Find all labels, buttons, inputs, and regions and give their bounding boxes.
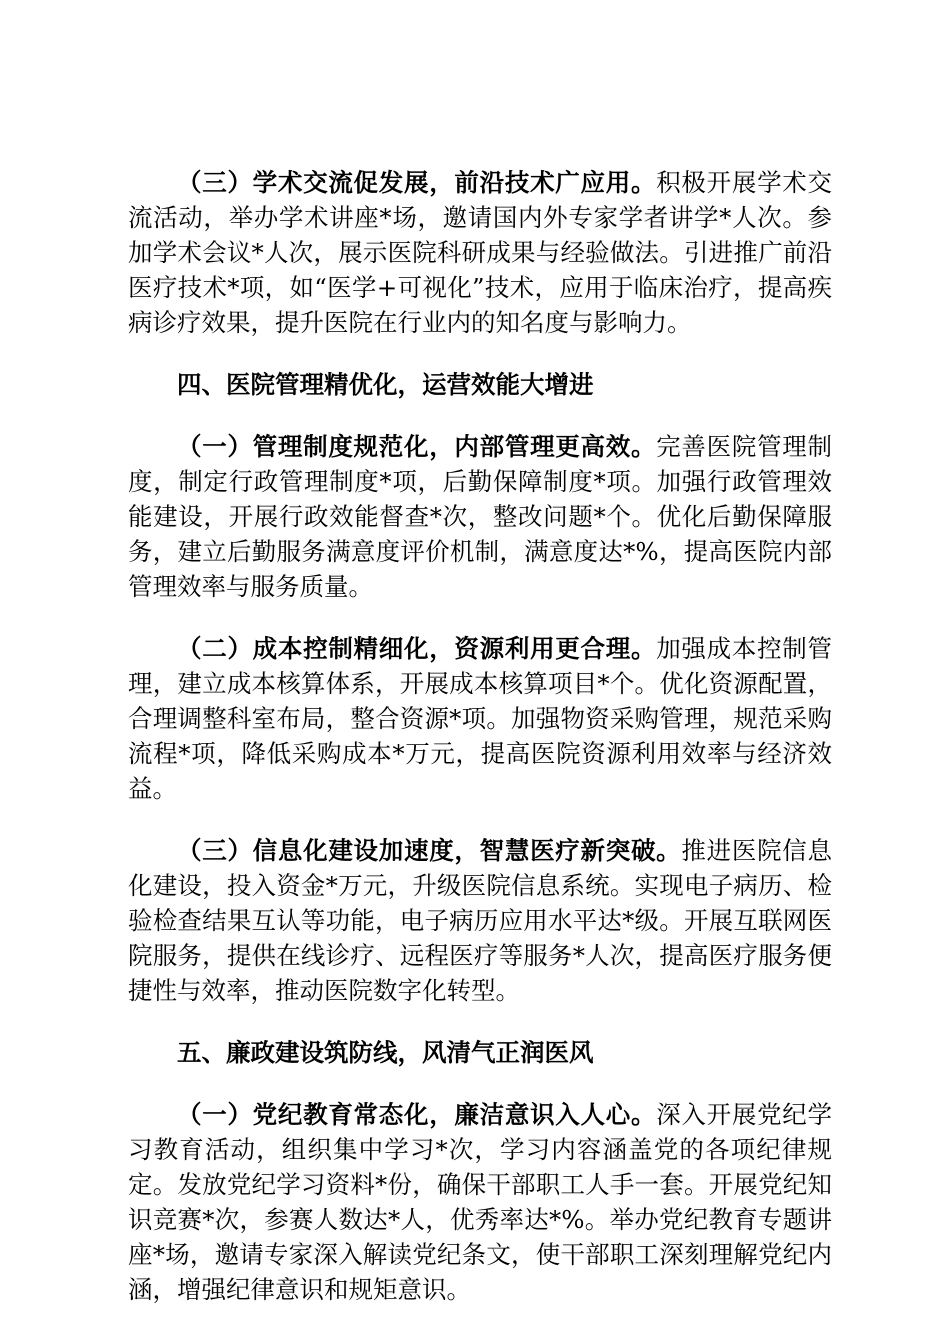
- paragraph-body: 积极开展学术交流活动，举办学术讲座*场，邀请国内外专家学者讲学*人次。参加学术会议*人次，展示医院科研成果与经验做法。引进推广前沿医疗技术*项，如“医学+可视化”技术，应用于临床治疗，提高疾病诊疗效果，提升医院在行业内的知名度与影响力。: [128, 168, 833, 337]
- paragraph-party-discipline: [128, 1097, 832, 1307]
- section-heading-hospital-management: 四、医院管理精优化，运营效能大增进: [177, 370, 594, 399]
- paragraph-cost-control: [128, 631, 832, 806]
- paragraph-lead: （三）信息化建设加速度，智慧医疗新突破。: [177, 836, 682, 865]
- paragraph-body: 加强成本控制管理，建立成本核算体系，开展成本核算项目*个。优化资源配置，合理调整科室布局，整合资源*项。加强物资采购管理，规范采购流程*项，降低采购成本*万元，提高医院资源利用效率与经济效益。: [128, 634, 833, 803]
- paragraph-body: 完善医院管理制度，制定行政管理制度*项，后勤保障制度*项。加强行政管理效能建设，开展行政效能督查*次，整改问题*个。优化后勤保障服务，建立后勤服务满意度评价机制，满意度达*%，提高医院内部管理效率与服务质量。: [128, 432, 833, 601]
- paragraph-body: 深入开展党纪学习教育活动，组织集中学习*次，学习内容涵盖党的各项纪律规定。发放党纪学习资料*份，确保干部职工人手一套。开展党纪知识竞赛*次，参赛人数达*人，优秀率达*%。举办党纪教育专题讲座*场，邀请专家深入解读党纪条文，使干部职工深刻理解党纪内涵，增强纪律意识和规矩意识。: [128, 1100, 833, 1304]
- paragraph-body: 推进医院信息化建设，投入资金*万元，升级医院信息系统。实现电子病历、检验检查结果互认等功能，电子病历应用水平达*级。开展互联网医院服务，提供在线诊疗、远程医疗等服务*人次，提高医疗服务便捷性与效率，推动医院数字化转型。: [128, 836, 833, 1005]
- paragraph-lead: （二）成本控制精细化，资源利用更合理。: [177, 634, 657, 663]
- paragraph-lead: （三）学术交流促发展，前沿技术广应用。: [177, 168, 657, 197]
- paragraph-academic-exchange: [128, 165, 832, 340]
- section-heading-integrity: 五、廉政建设筑防线，风清气正润医风: [177, 1038, 594, 1067]
- paragraph-informatization: [128, 833, 832, 1008]
- paragraph-lead: （一）管理制度规范化，内部管理更高效。: [177, 432, 657, 461]
- paragraph-lead: （一）党纪教育常态化，廉洁意识入人心。: [177, 1100, 657, 1129]
- document-page: [128, 165, 832, 1334]
- paragraph-management-system: [128, 429, 832, 604]
